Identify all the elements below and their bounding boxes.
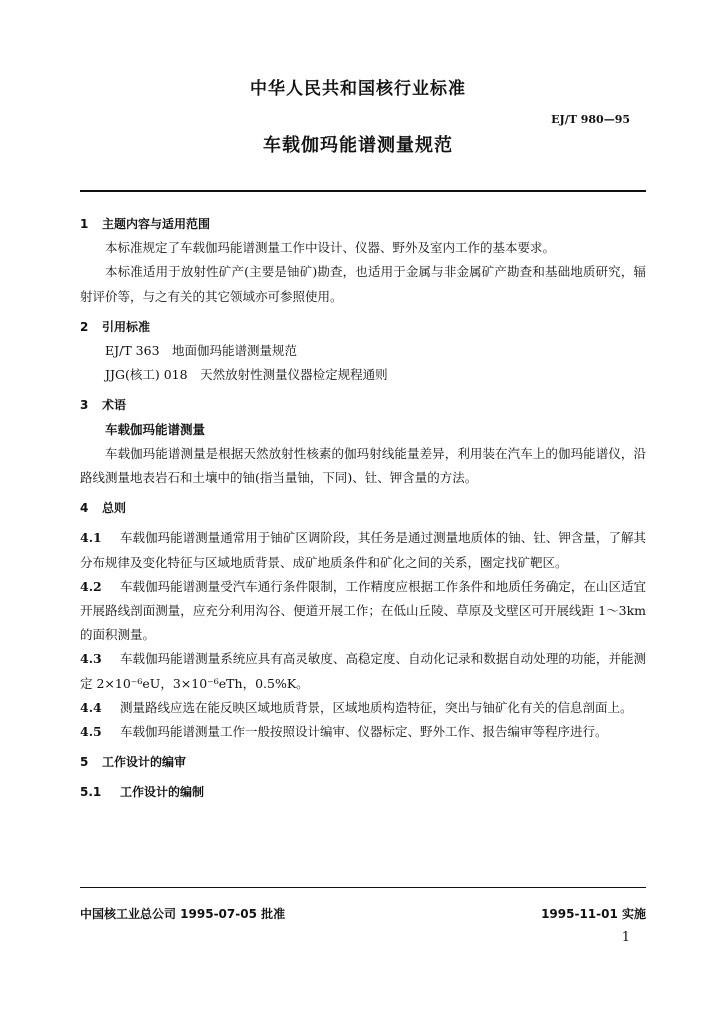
paragraph: 本标准适用于放射性矿产(主要是铀矿)勘查，也适用于金属与非金属矿产勘查和基础地质研究，辐射评价等，与之有关的其它领域亦可参照使用。 [80,264,646,304]
issuing-organization: 中华人民共和国核行业标准 [250,79,466,99]
section-number: 4 [80,501,89,516]
clause-text: 车载伽玛能谱测量通常用于铀矿区调阶段，其任务是通过测量地质体的铀、钍、钾含量，了解其分布规律及变化特征与区域地质背景、成矿地质条件和矿化之间的关系，圈定找矿靶区。 [80,530,646,570]
section-5-heading [80,750,646,774]
clause-number: 4.5 [80,724,102,740]
section-number: 5 [80,755,89,770]
clause-number: 4.4 [80,699,102,715]
clause [80,526,646,574]
page-number: 1 [621,930,630,945]
section-1-heading [80,212,646,236]
clause [80,696,646,720]
term-definition: 车载伽玛能谱测量是根据天然放射性核素的伽玛射线能量差异，利用装在汽车上的伽玛能谱仪，沿路线测量地表岩石和土壤中的铀(指当量铀，下同)、钍、钾含量的方法。 [80,445,646,486]
reference-item: EJ/T 363 地面伽玛能谱测量规范 [105,343,298,359]
clause-text: 车载伽玛能谱测量工作一般按照设计编审、仪器标定、野外工作、报告编审等程序进行。 [120,724,608,740]
clause-number: 4.2 [80,578,102,594]
section-3-heading [80,393,646,417]
paragraph: 本标准规定了车载伽玛能谱测量工作中设计、仪器、野外及室内工作的基本要求。 [105,240,556,256]
clause-text: 车载伽玛能谱测量系统应具有高灵敏度、高稳定度、自动化记录和数据自动处理的功能，并能测定 2×10⁻⁶eU，3×10⁻⁶eTh，0.5%K。 [80,651,646,691]
clause-text: 测量路线应选在能反映区域地质背景，区域地质构造特征，突出与铀矿化有关的信息剖面上。 [120,699,633,715]
section-2-heading [80,315,646,339]
footer-rule [80,887,646,888]
clause [80,720,646,744]
clause-number: 4.1 [80,530,102,546]
clause [80,647,646,695]
section-title: 引用标准 [102,319,151,334]
section-title: 工作设计的编审 [102,755,187,770]
section-number: 1 [80,217,89,231]
section-title: 总则 [102,501,127,516]
section-title: 术语 [102,398,127,413]
subsection-heading [80,780,646,804]
subsection-title: 工作设计的编制 [120,785,205,800]
standard-code: EJ/T 980—95 [551,113,630,126]
document-title: 车载伽玛能谱测量规范 [263,135,453,156]
approval-statement: 中国核工业总公司 1995-07-05 批准 [80,907,286,921]
term-name: 车载伽玛能谱测量 [105,421,206,437]
clause-number: 4.3 [80,651,102,667]
section-number: 3 [80,398,89,413]
section-4-heading [80,496,646,520]
section-number: 2 [80,319,89,334]
header-rule [80,190,646,192]
document-body [80,212,646,805]
implementation-date: 1995-11-01 实施 [541,907,646,921]
section-title: 主题内容与适用范围 [102,217,211,231]
subsection-number: 5.1 [80,785,102,800]
clause-text: 车载伽玛能谱测量受汽车通行条件限制，工作精度应根据工作条件和地质任务确定，在山区适宜开展路线剖面测量，应充分利用沟谷、便道开展工作；在低山丘陵、草原及戈壁区可开展线距 1～3km 的面积测量。 [80,578,646,643]
clause [80,575,646,648]
reference-item: JJG(核工) 018 天然放射性测量仪器检定规程通则 [105,367,388,383]
